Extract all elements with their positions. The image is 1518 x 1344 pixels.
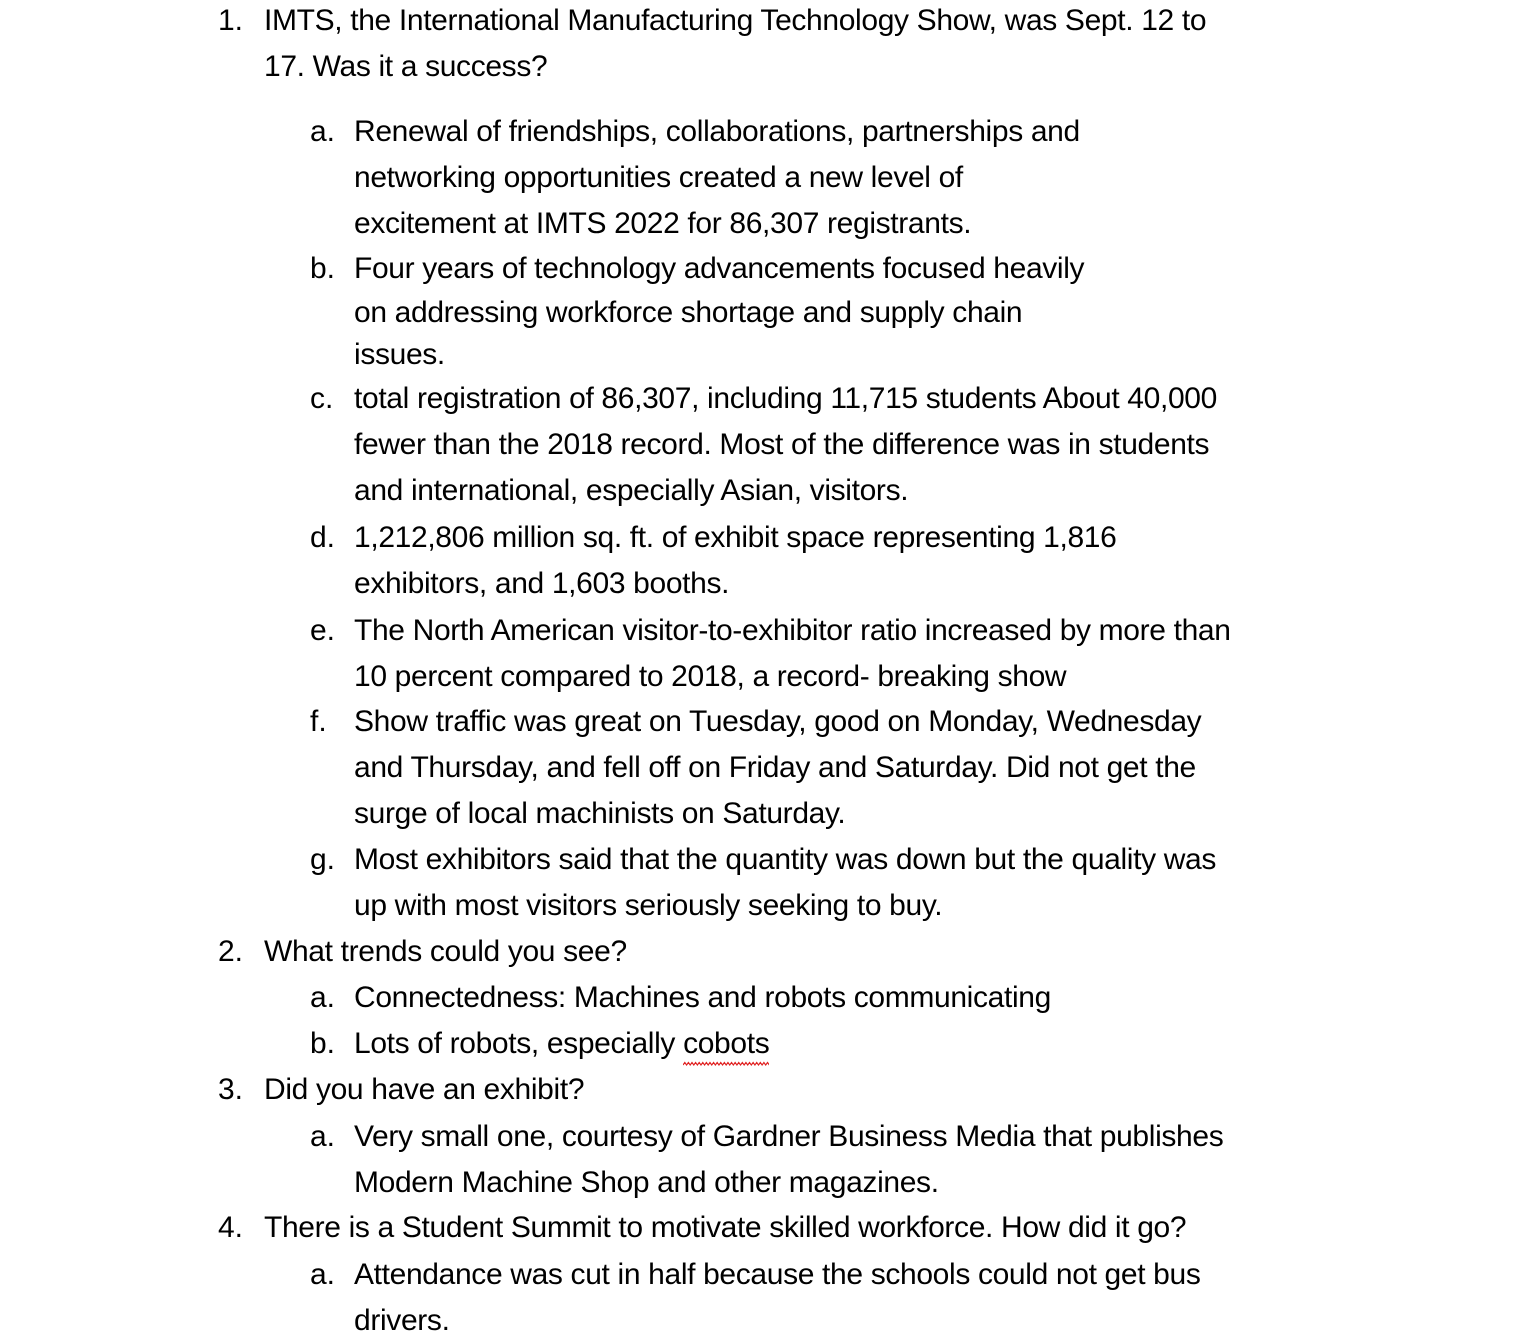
- sub-letter: a.: [310, 115, 336, 148]
- misspelled-word-text: cobots: [683, 1027, 770, 1060]
- list-number: 1.: [218, 4, 244, 37]
- sub-letter: a.: [310, 981, 336, 1014]
- sub-item-text: fewer than the 2018 record. Most of the difference was in students: [354, 428, 1210, 461]
- sub-letter: f.: [310, 705, 327, 738]
- sub-letter: e.: [310, 614, 336, 647]
- list-number: 4.: [218, 1211, 244, 1244]
- sub-letter: b.: [310, 1027, 336, 1060]
- sub-item-prefix: Lots of robots, especially: [354, 1027, 684, 1060]
- sub-letter: b.: [310, 252, 336, 285]
- sub-item-text: total registration of 86,307, including 11,715 students About 40,000: [354, 382, 1217, 415]
- sub-item-text: and international, especially Asian, visitors.: [354, 474, 909, 507]
- sub-item-text: excitement at IMTS 2022 for 86,307 registrants.: [354, 207, 972, 240]
- sub-item-text: up with most visitors seriously seeking to buy.: [354, 889, 943, 922]
- sub-letter: g.: [310, 843, 336, 876]
- list-item-text: Did you have an exhibit?: [264, 1073, 585, 1106]
- list-number: 3.: [218, 1073, 244, 1106]
- sub-item-text: on addressing workforce shortage and supply chain: [354, 296, 1023, 329]
- sub-item-text: exhibitors, and 1,603 booths.: [354, 567, 730, 600]
- sub-item-text: The North American visitor-to-exhibitor ratio increased by more than: [354, 614, 1231, 647]
- sub-item-text: 1,212,806 million sq. ft. of exhibit space representing 1,816: [354, 521, 1117, 554]
- misspelled-word[interactable]: [683, 1025, 769, 1063]
- sub-item-text: Connectedness: Machines and robots communicating: [354, 981, 1051, 1014]
- sub-item-text: and Thursday, and fell off on Friday and Saturday. Did not get the: [354, 751, 1196, 784]
- sub-item-text: Attendance was cut in half because the schools could not get bus: [354, 1258, 1201, 1291]
- sub-item-text: Very small one, courtesy of Gardner Business Media that publishes: [354, 1120, 1224, 1153]
- sub-letter: a.: [310, 1258, 336, 1291]
- sub-item-text: [354, 1025, 769, 1063]
- sub-letter: a.: [310, 1120, 336, 1153]
- sub-item-text: surge of local machinists on Saturday.: [354, 797, 846, 830]
- sub-item-text: Four years of technology advancements focused heavily: [354, 252, 1085, 285]
- list-number: 2.: [218, 935, 244, 968]
- sub-letter: d.: [310, 521, 336, 554]
- sub-item-text: networking opportunities created a new level of: [354, 161, 963, 194]
- list-item-text: IMTS, the International Manufacturing Technology Show, was Sept. 12 to: [264, 4, 1207, 37]
- sub-item-text: issues.: [354, 338, 445, 371]
- sub-item-text: Most exhibitors said that the quantity was down but the quality was: [354, 843, 1217, 876]
- sub-item-text: Renewal of friendships, collaborations, partnerships and: [354, 115, 1080, 148]
- list-item-text: 17. Was it a success?: [264, 50, 548, 83]
- sub-item-text: Show traffic was great on Tuesday, good on Monday, Wednesday: [354, 705, 1202, 738]
- sub-item-text: drivers.: [354, 1304, 450, 1337]
- sub-letter: c.: [310, 382, 334, 415]
- sub-item-text: 10 percent compared to 2018, a record- breaking show: [354, 660, 1067, 693]
- list-item-text: What trends could you see?: [264, 935, 627, 968]
- sub-item-text: Modern Machine Shop and other magazines.: [354, 1166, 939, 1199]
- spellcheck-underline-icon: [683, 1061, 769, 1067]
- list-item-text: There is a Student Summit to motivate skilled workforce. How did it go?: [264, 1211, 1187, 1244]
